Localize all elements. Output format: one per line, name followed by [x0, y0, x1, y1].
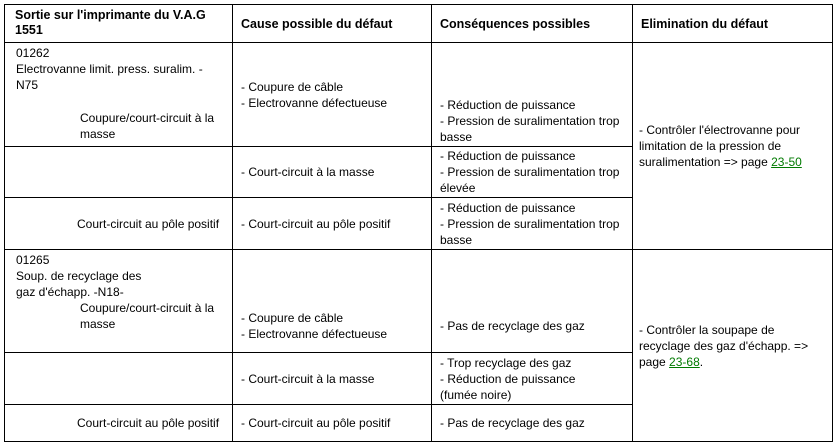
cause-cell — [233, 353, 432, 405]
consequence-line: - Pression de suralimentation trop basse — [440, 114, 620, 144]
header-elimination: Elimination du défaut — [633, 5, 833, 43]
fault-description: Electrovanne limit. press. suralim. -N75 — [16, 62, 203, 92]
header-consequences: Conséquences possibles — [432, 5, 633, 43]
page-link[interactable]: 23-50 — [771, 155, 802, 169]
consequence-cell — [432, 198, 633, 250]
page-link[interactable]: 23-68 — [669, 354, 700, 369]
fault-table — [4, 4, 833, 442]
fault-condition: Court-circuit au pôle positif — [77, 416, 220, 430]
cause-cell — [233, 198, 432, 250]
cause-cell — [233, 250, 432, 353]
consequence-cell — [432, 147, 633, 198]
consequence-cell — [432, 353, 633, 405]
consequence-cell — [432, 250, 633, 353]
cause-line: - Coupure de câble — [241, 79, 344, 94]
consequence-line: - Pression de suralimentation trop basse — [440, 216, 620, 247]
consequence-cell — [432, 43, 633, 147]
consequence-line: - Pas de recyclage des gaz — [440, 319, 585, 333]
cause-line: - Court-circuit au pôle positif — [241, 216, 391, 231]
fault-output-cell — [5, 405, 233, 442]
cause-cell — [233, 405, 432, 442]
cause-cell — [233, 43, 432, 147]
fault-output-cell — [5, 353, 233, 405]
elimination-cell — [633, 43, 833, 250]
consequence-line: - Pression de suralimentation trop élevée — [440, 165, 620, 195]
fault-description: Soup. de recyclage des gaz d'échapp. -N18- — [16, 269, 142, 299]
elimination-text: - Contrôler la soupape de recyclage des gaz d'échapp. => page — [639, 322, 809, 369]
consequence-line: - Réduction de puissance — [440, 200, 576, 215]
header-cause: Cause possible du défaut — [233, 5, 432, 43]
cause-line: - Electrovanne défectueuse — [241, 95, 388, 110]
cause-line: - Court-circuit à la masse — [241, 371, 375, 386]
elimination-cell — [633, 250, 833, 442]
header-row — [5, 5, 833, 43]
fault-code: 01265 — [16, 253, 50, 267]
consequence-cell — [432, 405, 633, 442]
elimination-suffix: . — [699, 354, 704, 369]
fault-condition: Court-circuit au pôle positif — [77, 216, 220, 231]
elimination-text: - Contrôler l'électrovanne pour limitation de la pression de suralimentation => page — [639, 123, 801, 169]
consequence-line: - Réduction de puissance — [440, 371, 576, 386]
fault-output-cell — [5, 250, 233, 353]
fault-code: 01262 — [16, 46, 50, 60]
fault-condition: Coupure/court-circuit à la masse — [80, 111, 215, 141]
consequence-line: - Réduction de puissance — [440, 98, 576, 112]
table-row — [5, 250, 833, 353]
consequence-line: - Réduction de puissance — [440, 149, 576, 163]
consequence-line: - Trop recyclage des gaz — [440, 355, 572, 370]
fault-condition: Coupure/court-circuit à la masse — [80, 301, 215, 331]
fault-output-cell — [5, 198, 233, 250]
cause-line: - Electrovanne défectueuse — [241, 327, 388, 341]
cause-line: - Court-circuit à la masse — [241, 165, 375, 179]
header-output: Sortie sur l'imprimante du V.A.G 1551 — [5, 5, 233, 43]
cause-line: - Coupure de câble — [241, 311, 344, 325]
cause-cell — [233, 147, 432, 198]
fault-output-cell — [5, 147, 233, 198]
fault-output-cell — [5, 43, 233, 147]
table-row — [5, 43, 833, 147]
consequence-line: (fumée noire) — [440, 387, 512, 402]
cause-line: - Court-circuit au pôle positif — [241, 416, 391, 430]
consequence-line: - Pas de recyclage des gaz — [440, 416, 585, 430]
